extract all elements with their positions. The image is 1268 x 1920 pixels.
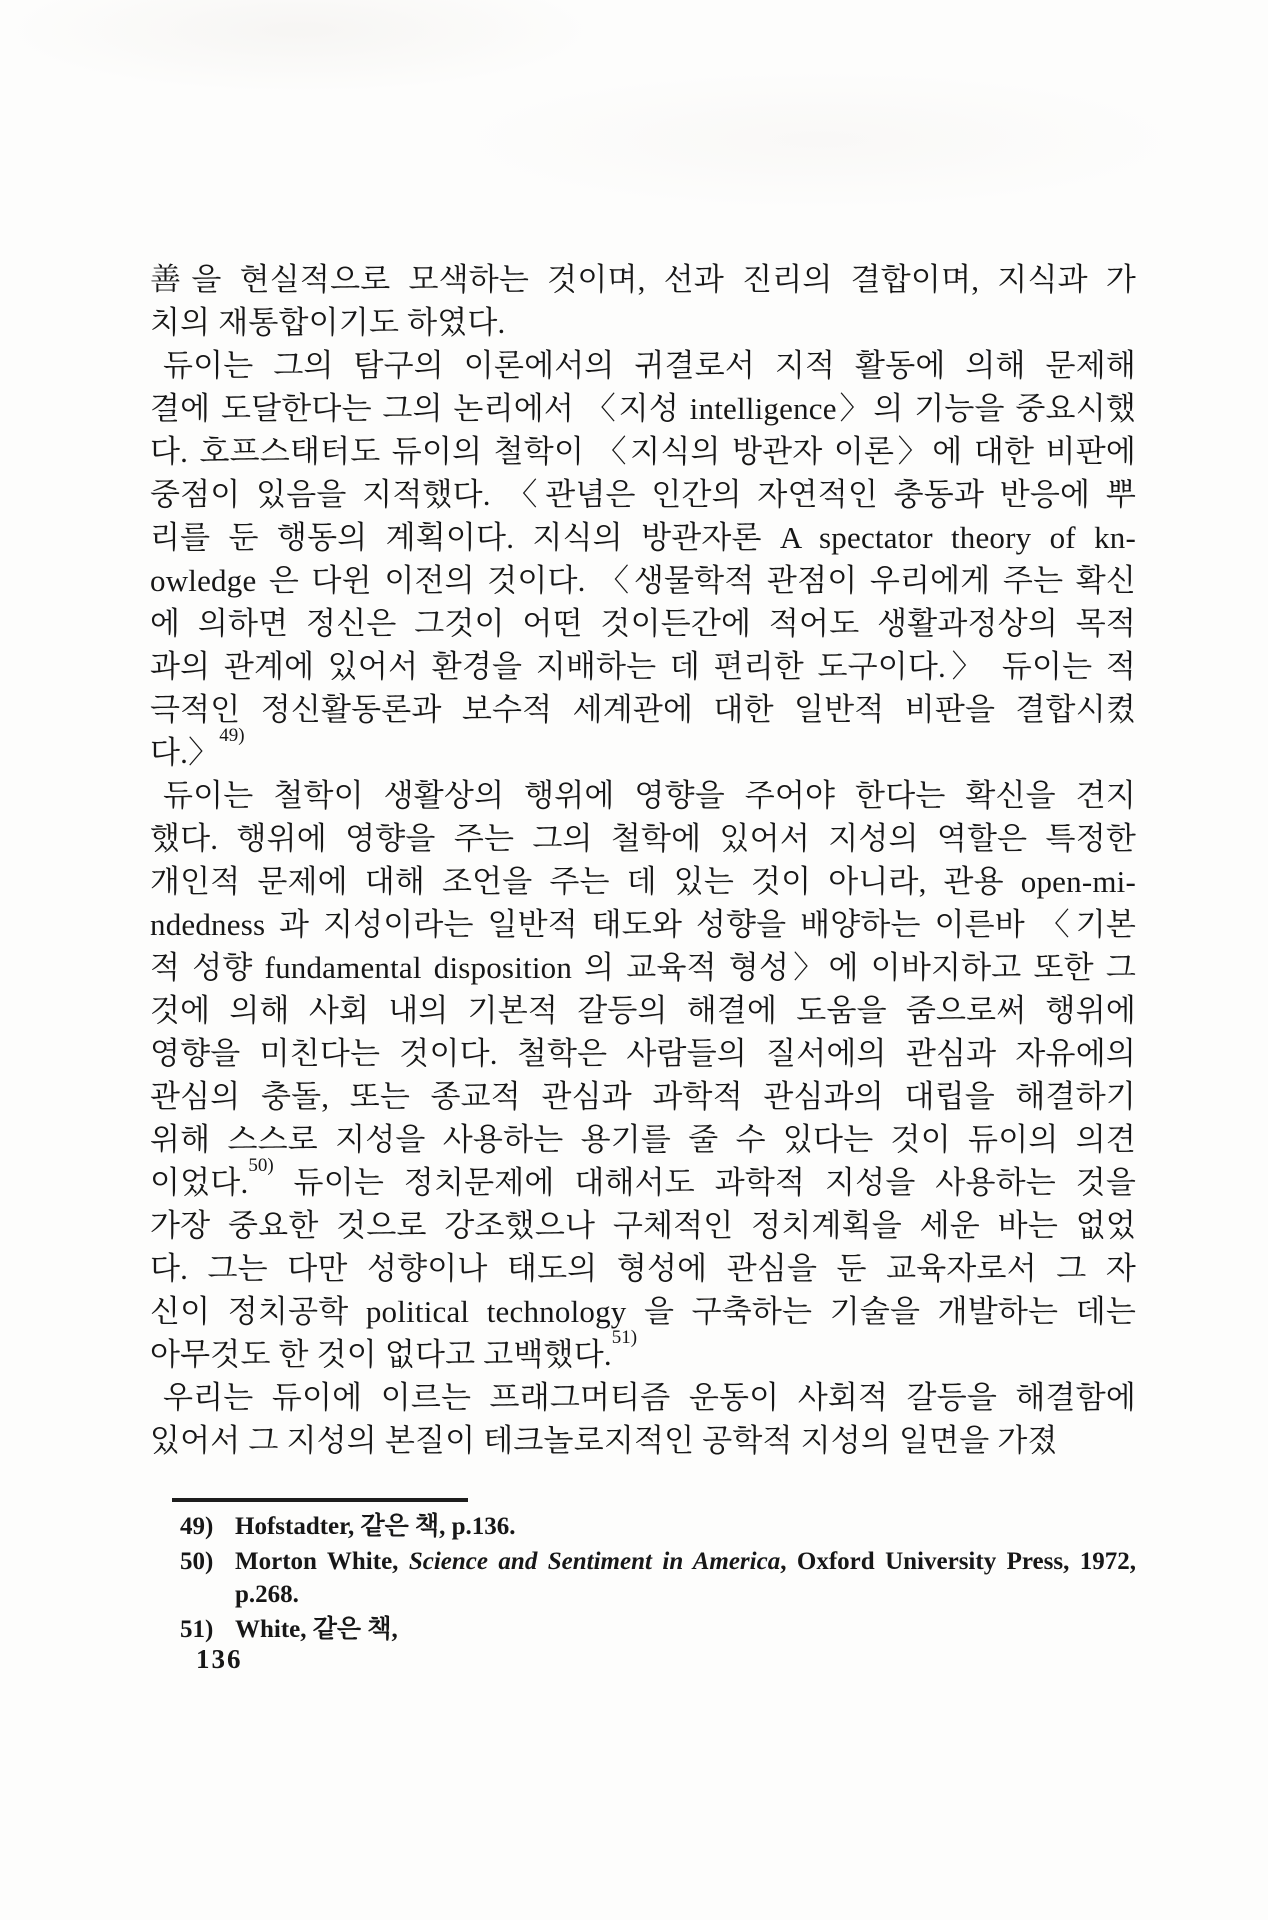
footnotes-section bbox=[150, 1498, 1136, 1646]
body-line-text: 다. 그는 다만 성향이나 태도의 형성에 관심을 둔 교육자로서 그 자 bbox=[150, 1251, 1136, 1286]
body-line bbox=[150, 903, 1136, 946]
body-line-text: 했다. 행위에 영향을 주는 그의 철학에 있어서 지성의 역할은 특정한 bbox=[150, 821, 1136, 856]
body-line bbox=[150, 387, 1136, 430]
body-line-text: 있어서 그 지성의 본질이 테크놀로지적인 공학적 지성의 일면을 가졌 bbox=[150, 1423, 1058, 1458]
body-line-text: 영향을 미친다는 것이다. 철학은 사람들의 질서에의 관심과 자유에의 bbox=[150, 1036, 1136, 1071]
footnote-49 bbox=[150, 1510, 1136, 1543]
body-line bbox=[150, 1419, 1136, 1462]
footnote-marker: 51) bbox=[611, 1326, 638, 1348]
body-line-text: 극적인 정신활동론과 보수적 세계관에 대한 일반적 비판을 결합시켰 bbox=[150, 692, 1136, 727]
body-line bbox=[150, 473, 1136, 516]
footnote-text: White, 같은 책, bbox=[235, 1616, 398, 1643]
body-line bbox=[150, 1247, 1136, 1290]
body-line bbox=[150, 1376, 1136, 1419]
footnote-number: 50) bbox=[180, 1548, 214, 1575]
body-line bbox=[150, 344, 1136, 387]
footnote-text-plain: , Oxford University Press, 1972, p.268. bbox=[235, 1548, 1137, 1608]
footnote-number: 49) bbox=[180, 1513, 214, 1540]
body-line bbox=[150, 946, 1136, 989]
footnote-marker: 50) bbox=[248, 1154, 274, 1176]
body-line bbox=[150, 1290, 1136, 1333]
body-line-text: 중점이 있음을 지적했다. 〈관념은 인간의 자연적인 충동과 반응에 뿌 bbox=[150, 477, 1136, 512]
body-line-text: 것에 의해 사회 내의 기본적 갈등의 해결에 도움을 줌으로써 행위에 bbox=[150, 993, 1136, 1028]
body-line-text: 에 의하면 정신은 그것이 어떤 것이든간에 적어도 생활과정상의 목적 bbox=[150, 606, 1136, 641]
body-line-text: 위해 스스로 지성을 사용하는 용기를 줄 수 있다는 것이 듀이의 의견 bbox=[150, 1122, 1136, 1157]
body-line bbox=[150, 1075, 1136, 1118]
body-line bbox=[150, 989, 1136, 1032]
body-line bbox=[150, 430, 1136, 473]
body-line-text: 개인적 문제에 대해 조언을 주는 데 있는 것이 아니라, 관용 open-mi- bbox=[150, 864, 1136, 899]
book-title-italic: Science and Sentiment in America bbox=[408, 1548, 781, 1575]
footnote-text bbox=[235, 1545, 1136, 1611]
body-line-text: 듀이는 철학이 생활상의 행위에 영향을 주어야 한다는 확신을 견지 bbox=[163, 778, 1136, 813]
body-line-text: 이었다. bbox=[150, 1165, 249, 1200]
body-line-text: 다. 호프스태터도 듀이의 철학이 〈지식의 방관자 이론〉에 대한 비판에 bbox=[150, 434, 1136, 469]
body-line bbox=[150, 301, 1136, 344]
body-line-text: 아무것도 한 것이 없다고 고백했다. bbox=[150, 1337, 612, 1372]
body-line-text: 치의 재통합이기도 하였다. bbox=[150, 305, 506, 340]
body-text bbox=[150, 258, 1136, 1462]
footnote-number: 51) bbox=[180, 1616, 214, 1643]
body-line bbox=[150, 688, 1136, 731]
body-line bbox=[150, 860, 1136, 903]
body-line-text: 결에 도달한다는 그의 논리에서 〈지성 intelligence〉의 기능을 중요시했 bbox=[150, 391, 1136, 426]
body-line-text: 듀이는 그의 탐구의 이론에서의 귀결로서 지적 활동에 의해 문제해 bbox=[163, 348, 1136, 383]
body-line bbox=[150, 1118, 1136, 1161]
footnote-marker: 49) bbox=[219, 724, 245, 746]
page-number: 136 bbox=[196, 1644, 243, 1674]
body-line-text: 우리는 듀이에 이르는 프래그머티즘 운동이 사회적 갈등을 해결함에 bbox=[163, 1380, 1136, 1415]
body-line bbox=[150, 724, 1136, 774]
body-line bbox=[150, 817, 1136, 860]
body-line bbox=[150, 602, 1136, 645]
body-line bbox=[150, 258, 1136, 301]
body-line bbox=[150, 1032, 1136, 1075]
body-line-text: 리를 둔 행동의 계획이다. 지식의 방관자론 A spectator theory of kn- bbox=[150, 520, 1136, 555]
body-line bbox=[150, 1154, 1136, 1204]
body-line-text: owledge 은 다윈 이전의 것이다. 〈생물학적 관점이 우리에게 주는 확신 bbox=[150, 563, 1136, 598]
footnote-51 bbox=[150, 1613, 1136, 1646]
footnote-divider bbox=[172, 1498, 468, 1502]
body-line bbox=[150, 559, 1136, 602]
body-line bbox=[150, 1204, 1136, 1247]
body-line-text: 신이 정치공학 political technology 을 구축하는 기술을 개발하는 데는 bbox=[150, 1294, 1136, 1329]
body-line-text: 적 성향 fundamental disposition 의 교육적 형성〉에 이바지하고 또한 그 bbox=[150, 950, 1136, 985]
body-line-text: 가장 중요한 것으로 강조했으나 구체적인 정치계획을 세운 바는 없었 bbox=[150, 1208, 1136, 1243]
footnote-text-plain: Morton White, bbox=[235, 1548, 409, 1575]
body-line bbox=[150, 1326, 1136, 1376]
body-line bbox=[150, 774, 1136, 817]
body-line-text: 관심의 충돌, 또는 종교적 관심과 과학적 관심과의 대립을 해결하기 bbox=[150, 1079, 1136, 1114]
body-line-text: 다.〉 bbox=[150, 735, 220, 770]
footnote-text: Hofstadter, 같은 책, p.136. bbox=[235, 1513, 516, 1540]
body-line-text: 듀이는 정치문제에 대해서도 과학적 지성을 사용하는 것을 bbox=[273, 1165, 1136, 1200]
body-line-text: ndedness 과 지성이라는 일반적 태도와 성향을 배양하는 이른바 〈기본 bbox=[150, 907, 1136, 942]
body-line-text: 과의 관계에 있어서 환경을 지배하는 데 편리한 도구이다.〉 듀이는 적 bbox=[150, 649, 1136, 684]
footnote-50 bbox=[150, 1545, 1136, 1611]
body-line bbox=[150, 645, 1136, 688]
body-line bbox=[150, 516, 1136, 559]
body-line-text: 善을 현실적으로 모색하는 것이며, 선과 진리의 결합이며, 지식과 가 bbox=[150, 262, 1136, 297]
